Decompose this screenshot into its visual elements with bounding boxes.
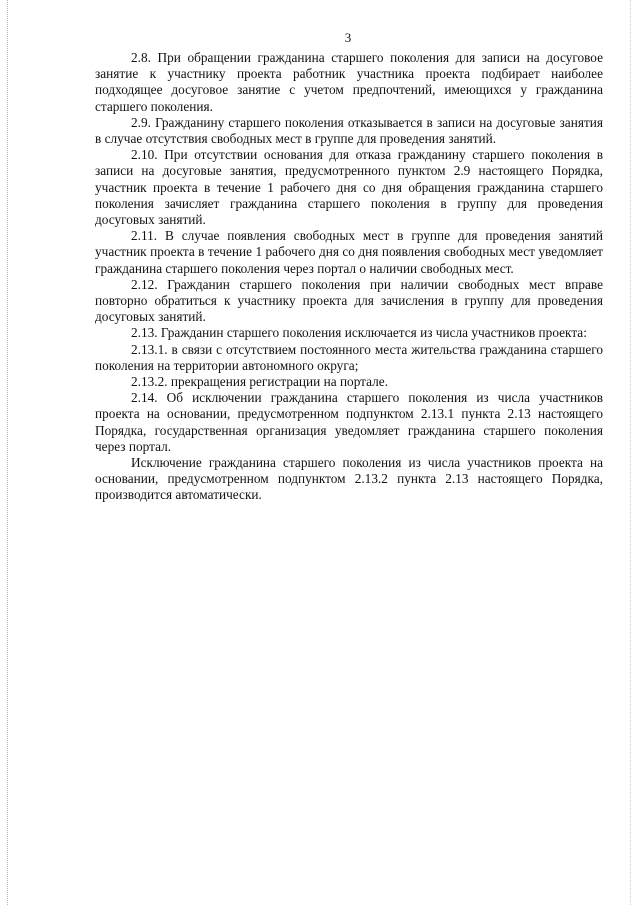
paragraph-2-13: 2.13. Гражданин старшего поколения исключается из числа участников проекта: [131,325,587,341]
paragraph-2-10: 2.10. При отсутствии основания для отказа гражданину старшего поколения в записи на досуговые занятия, предусмотренного пунктом 2.9 настоящего Порядка, участник проекта в течение 1 рабочего дня со дня обращения гражданина старшего поколения зачисляет гражданина старшего поколения в группу для проведения досуговых занятий. [95,147,603,228]
paragraph-2-9: 2.9. Гражданину старшего поколения отказывается в записи на досуговые занятия в случае отсутствия свободных мест в группе для проведения занятий. [95,114,603,147]
paragraph-2-13-1: 2.13.1. в связи с отсутствием постоянного места жительства гражданина старшего поколения на территории автономного округа; [95,341,603,373]
paragraph-2-14: 2.14. Об исключении гражданина старшего поколения из числа участников проекта на основании, предусмотренном подпунктом 2.13.1 пункта 2.13 настоящего Порядка, государственная организация уведомляет гражданина старшего поколения через портал. [95,390,603,454]
paragraph-2-12: 2.12. Гражданин старшего поколения при наличии свободных мест вправе повторно обратиться к участнику проекта для зачисления в группу для проведения досуговых занятий. [95,276,603,325]
scan-edge-left [7,0,9,905]
paragraph-2-13-2: 2.13.2. прекращения регистрации на портале. [131,374,389,390]
page-number: 3 [344,30,352,45]
paragraph-exclusion: Исключение гражданина старшего поколения из числа участников проекта на основании, предусмотренном подпунктом 2.13.2 пункта 2.13 настоящего Порядка, производится автоматически. [95,455,603,503]
paragraph-2-8: 2.8. При обращении гражданина старшего поколения для записи на досуговое занятие к участнику проекта работник участника проекта подбирает наиболее подходящее досуговое занятие с учетом предпочтений, имеющихся у гражданина старшего поколения. [95,50,603,114]
document-body [95,50,603,504]
paragraph-2-11: 2.11. В случае появления свободных мест в группе для проведения занятий участник проекта в течение 1 рабочего дня со дня появления свободных мест уведомляет гражданина старшего поколения через портал о наличии свободных мест. [95,228,603,276]
scan-edge-right [630,0,632,905]
